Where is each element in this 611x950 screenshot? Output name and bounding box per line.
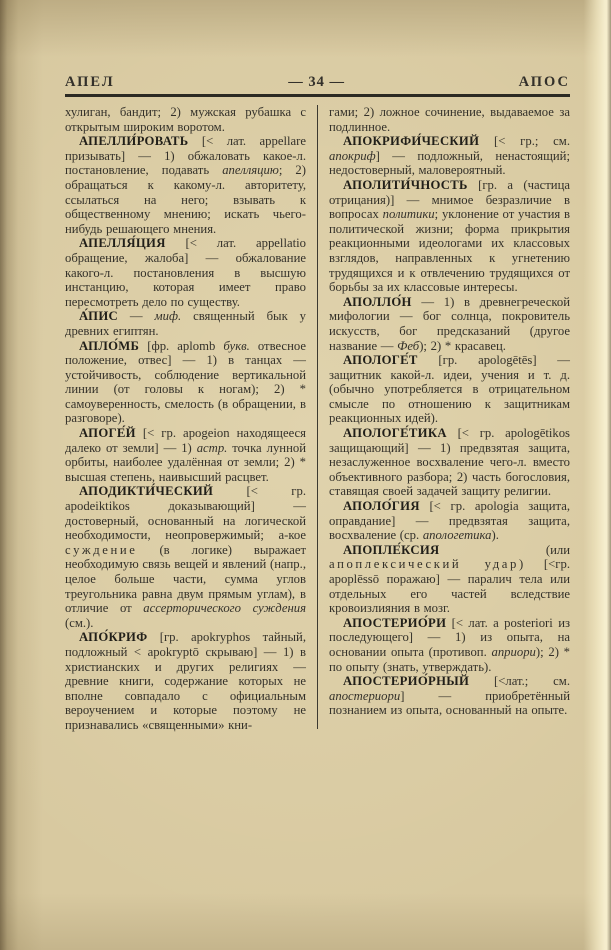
dictionary-entry: гами; 2) ложное сочинение, выдаваемое за подлинное.	[329, 105, 570, 134]
dictionary-entry: АПОЛОГЕ́ТИКА [< гр. apologētikos защищающий] — 1) предвзятая защита, незаслуженное восхваление чего-л. вместо объективного разбора; 2) часть богословия, ставящая своей задачей защиту религии.	[329, 426, 570, 499]
right-column	[329, 105, 570, 733]
left-column	[65, 105, 306, 733]
running-head-left: АПЕЛ	[65, 74, 115, 90]
dictionary-entry: АПО́КРИФ [гр. apokryphos тайный, подложный < apokryptō скрываю] — 1) в христианских и других религиях — древние книги, содержание которых не вполне совпадало с официальным вероучением и которые поэтому не признавались «священными» кни-	[65, 630, 306, 732]
running-head-right: АПОС	[518, 74, 570, 90]
dictionary-entry: АПОПЛЕ́КСИЯ (или апоплексический удар) [<гр. apoplēssō поражаю] — паралич тела или отдельных его частей вследствие кровоизлияния в мозг.	[329, 542, 570, 616]
dictionary-entry: А́ПИС — миф. священный бык у древних египтян.	[65, 309, 307, 338]
dictionary-entry: АПЛО́МБ [фр. aplomb букв. отвесное положение, отвес] — 1) в танцах — устойчивость, соблюдение вертикальной линии (от головы к ногам); 2) * самоуверенность, смелость (в обращении, в разговоре).	[65, 338, 306, 426]
dictionary-entry: АПОЛИТИ́ЧНОСТЬ [гр. а (частица отрицания)] — мнимое безразличие в вопросах политики; уклонение от участия в политической жизни; форма прикрытия реакционными идеологами их классовых взглядов, направленных к угнетению трудящихся и к отвлечению трудящихся от борьбы за их классовые интересы.	[329, 177, 570, 295]
dictionary-entry: АПОКРИФИ́ЧЕСКИЙ [< гр.; см. апокриф] — подложный, ненастоящий; недостоверный, маловероятный.	[329, 134, 570, 178]
dictionary-entry: АПОСТЕРИО́РНЫЙ [<лат.; см. апостериори] — приобретённый познанием из опыта, основанный на опыте.	[329, 674, 570, 718]
dictionary-entry: хулиган, бандит; 2) мужская рубашка с открытым широким воротом.	[65, 105, 306, 134]
page-number: — 34 —	[288, 74, 346, 90]
column-divider	[317, 105, 318, 729]
dictionary-entry: АПОЛО́ГИЯ [< гр. apologia защита, оправдание] — предвзятая защита, восхваление (ср. апологетика).	[329, 499, 570, 543]
dictionary-entry: АПОЛЛО́Н — 1) в древнегреческой мифологии — бог солнца, покровитель искусств, бог предсказаний (другое название — Феб); 2) * красавец.	[329, 294, 570, 353]
page-header	[65, 74, 570, 97]
dictionary-entry: АПОДИКТИ́ЧЕСКИЙ [< гр. apodeiktikos доказывающий] — достоверный, основанный на логической необходимости, неопровержимый; а-кое суждение (в логике) выражает необходимую связь вещей и явлений (напр., целое больше части, сумма углов треугольника равна двум прямым углам), в отличие от ассерторического суждения (см.).	[65, 484, 306, 630]
dictionary-entry: АПОСТЕРИО́РИ [< лат. a posteriori из последующего] — 1) из опыта, на основании опыта (противоп. априори); 2) * по опыту (знать, утверждать).	[329, 615, 570, 674]
dictionary-page	[65, 74, 570, 733]
dictionary-entry: АПОГЕ́Й [< гр. apogeion находящееся далеко от земли] — 1) астр. точка лунной орбиты, наиболее удалённая от земли; 2) * высшая степень, наивысший расцвет.	[65, 426, 306, 484]
dictionary-entry: АПЕЛЛИ́РОВАТЬ [< лат. appellare призывать] — 1) обжаловать какое-л. постановление, подавать апелляцию; 2) обращаться к какому-л. авторитету, ссылаться на него; взывать к общественному мнению; искать чьего-нибудь решающего мнения.	[65, 134, 306, 236]
dictionary-entry: АПОЛОГЕ́Т [гр. apologētēs] — защитник какой-л. идеи, учения и т. д. (обычно употребляется в отрицательном смысле по отношению к защитникам реакционных идей).	[329, 353, 570, 426]
dictionary-entry: АПЕЛЛЯ́ЦИЯ [< лат. appellatio обращение, жалоба] — обжалование какого-л. постановления в высшую инстанцию, которая имеет право пересмотреть дело по существу.	[65, 236, 306, 309]
text-columns	[65, 97, 570, 733]
